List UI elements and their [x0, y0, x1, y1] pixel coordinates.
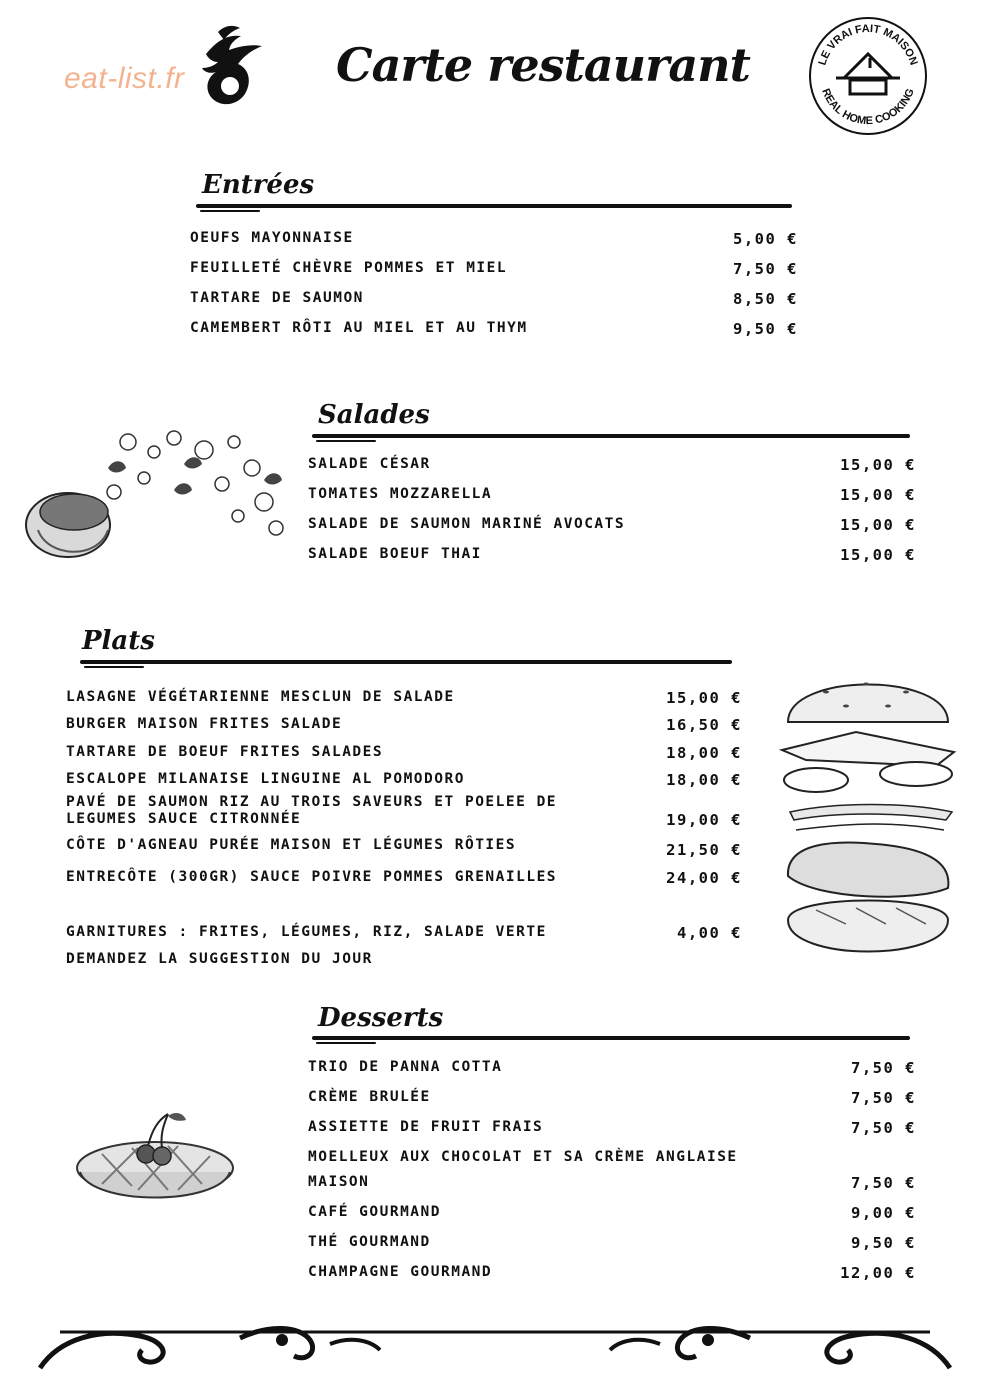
menu-item-price: 8,50 € — [733, 290, 798, 308]
menu-item-price: 15,00 € — [840, 546, 916, 564]
menu-item-name: CÔTE D'AGNEAU PURÉE MAISON ET LÉGUMES RÔTIES — [66, 837, 517, 853]
menu-item-name: SALADE BOEUF THAI — [308, 546, 482, 562]
salad-bowl-icon — [24, 420, 294, 569]
menu-item-price: 15,00 € — [840, 486, 916, 504]
menu-item-price: 16,50 € — [666, 716, 742, 734]
menu-item-price: 24,00 € — [666, 869, 742, 887]
menu-item-price: 15,00 € — [666, 689, 742, 707]
section-divider-accent — [316, 440, 376, 442]
menu-item-name: ESCALOPE MILANAISE LINGUINE AL POMODORO — [66, 771, 465, 787]
menu-item-price: 12,00 € — [840, 1264, 916, 1282]
menu-item-name: SALADE DE SAUMON MARINÉ AVOCATS — [308, 516, 626, 532]
menu-item-name: ENTRECÔTE (300GR) SAUCE POIVRE POMMES GRENAILLES — [66, 869, 558, 885]
section-divider-accent — [316, 1042, 376, 1044]
menu-item-name: TOMATES MOZZARELLA — [308, 486, 493, 502]
bird-logo-icon — [196, 24, 266, 112]
menu-item-name: MOELLEUX AUX CHOCOLAT ET SA CRÈME ANGLAISE — [308, 1149, 738, 1165]
menu-item-name: TRIO DE PANNA COTTA — [308, 1059, 503, 1075]
garnitures-text: GARNITURES : FRITES, LÉGUMES, RIZ, SALADE VERTE — [66, 924, 547, 940]
menu-item-name: BURGER MAISON FRITES SALADE — [66, 716, 343, 732]
section-divider — [80, 660, 732, 664]
burger-icon — [776, 662, 962, 972]
watermark-text: eat-list.fr — [64, 62, 185, 95]
section-title-plats: Plats — [82, 626, 155, 656]
menu-item-price: 9,50 € — [851, 1234, 916, 1252]
menu-item-price: 18,00 € — [666, 744, 742, 762]
menu-item-name: LASAGNE VÉGÉTARIENNE MESCLUN DE SALADE — [66, 689, 455, 705]
menu-item-name: CRÈME BRULÉE — [308, 1089, 431, 1105]
menu-item-name-line2: LEGUMES SAUCE CITRONNÉE — [66, 811, 302, 827]
menu-item-name: CHAMPAGNE GOURMAND — [308, 1264, 493, 1280]
svg-text:REAL HOME COOKING: REAL HOME COOKING — [819, 86, 917, 128]
menu-item-name: ASSIETTE DE FRUIT FRAIS — [308, 1119, 544, 1135]
section-title-entrees: Entrées — [202, 170, 315, 200]
menu-item-name: CAMEMBERT RÔTI AU MIEL ET AU THYM — [190, 320, 528, 336]
menu-item-name: PAVÉ DE SAUMON RIZ AU TROIS SAVEURS ET POELEE DE — [66, 794, 558, 810]
section-title-salades: Salades — [318, 400, 430, 430]
menu-item-price: 21,50 € — [666, 841, 742, 859]
menu-item-price: 18,00 € — [666, 771, 742, 789]
house-badge-icon — [806, 14, 930, 142]
menu-item-name: TARTARE DE BOEUF FRITES SALADES — [66, 744, 384, 760]
menu-item-name: TARTARE DE SAUMON — [190, 290, 364, 306]
menu-item-price: 7,50 € — [733, 260, 798, 278]
suggestion-text: DEMANDEZ LA SUGGESTION DU JOUR — [66, 951, 373, 967]
ornament-flourish — [30, 1318, 960, 1375]
menu-item-price: 9,00 € — [851, 1204, 916, 1222]
section-divider — [196, 204, 792, 208]
menu-item-price: 15,00 € — [840, 516, 916, 534]
section-divider-accent — [84, 666, 144, 668]
garnitures-price: 4,00 € — [677, 924, 742, 942]
section-divider — [312, 434, 910, 438]
section-title-desserts: Desserts — [318, 1003, 444, 1033]
menu-item-price: 19,00 € — [666, 811, 742, 829]
menu-item-name: OEUFS MAYONNAISE — [190, 230, 354, 246]
menu-item-price: 7,50 € — [851, 1174, 916, 1192]
menu-item-price: 7,50 € — [851, 1119, 916, 1137]
menu-item-price: 5,00 € — [733, 230, 798, 248]
menu-item-name: CAFÉ GOURMAND — [308, 1204, 441, 1220]
cherry-pie-icon — [72, 1110, 238, 1210]
menu-item-price: 9,50 € — [733, 320, 798, 338]
page-title: Carte restaurant — [336, 38, 750, 92]
menu-item-price: 15,00 € — [840, 456, 916, 474]
menu-item-price: 7,50 € — [851, 1059, 916, 1077]
section-divider-accent — [200, 210, 260, 212]
menu-item-name: FEUILLETÉ CHÈVRE POMMES ET MIEL — [190, 260, 508, 276]
menu-item-price: 7,50 € — [851, 1089, 916, 1107]
menu-item-name: THÉ GOURMAND — [308, 1234, 431, 1250]
menu-item-name-line2: MAISON — [308, 1174, 370, 1190]
section-divider — [312, 1036, 910, 1040]
menu-item-name: SALADE CÉSAR — [308, 456, 431, 472]
svg-text:LE VRAI FAIT MAISON: LE VRAI FAIT MAISON — [816, 22, 920, 67]
